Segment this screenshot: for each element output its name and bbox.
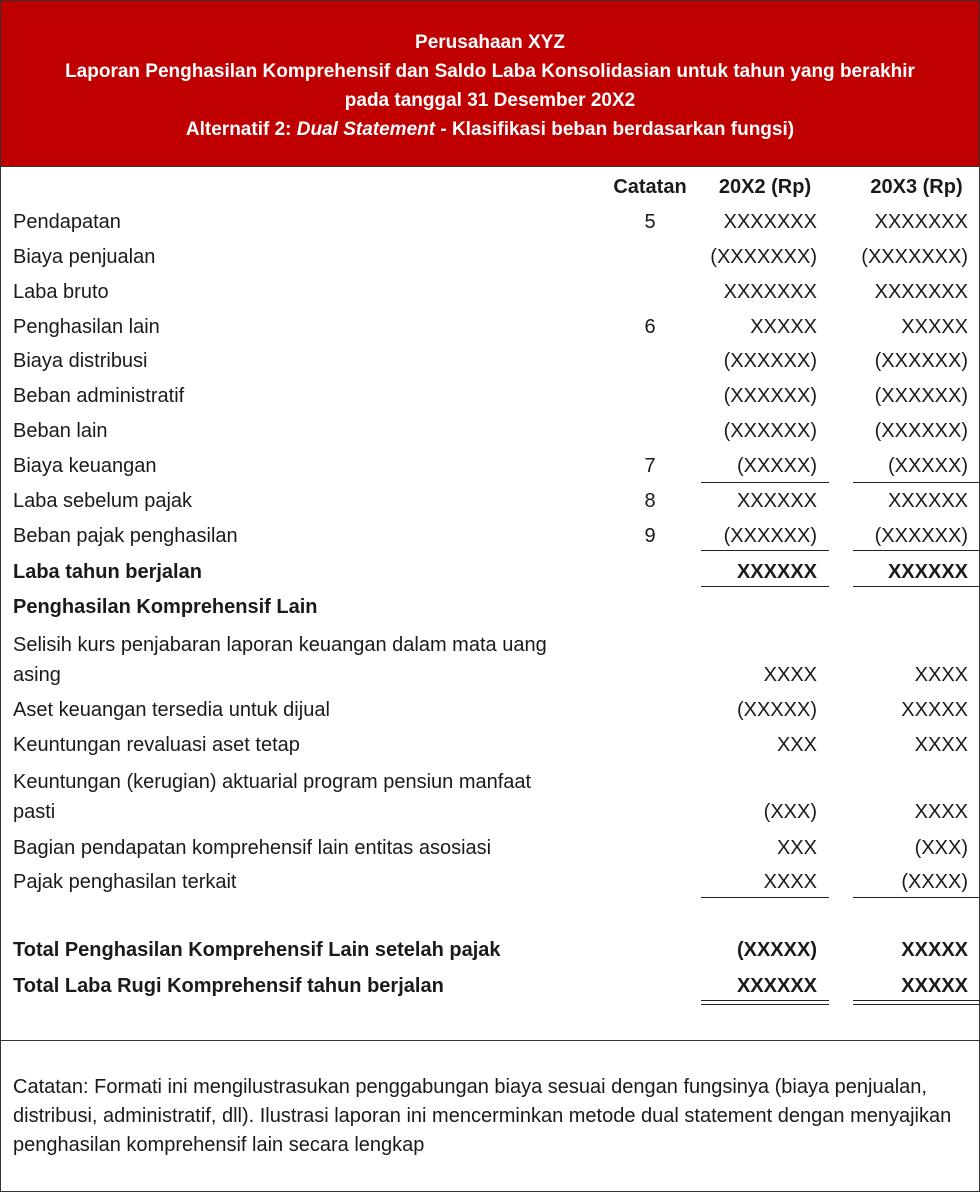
row-label: Aset keuangan tersedia untuk dijual	[13, 699, 330, 721]
table-row	[1, 240, 979, 274]
subtotal-underline	[853, 482, 980, 483]
row-value-20x3: (XXXXXX)	[874, 420, 968, 442]
row-value-20x3: XXXX	[914, 734, 968, 756]
row-note: 5	[644, 211, 656, 233]
table-row	[1, 344, 979, 378]
row-value-20x3: XXXXXX	[887, 561, 968, 583]
row-note: 8	[644, 490, 656, 512]
row-note: 6	[644, 316, 656, 338]
row-label: Laba sebelum pajak	[13, 490, 193, 512]
row-value-20x2: XXXXXX	[736, 561, 817, 583]
row-value-20x2: (XXXXXX)	[723, 525, 817, 547]
total-underline	[853, 586, 980, 587]
row-value-20x2: (XXXXXX)	[723, 385, 817, 407]
oci-section-title	[1, 590, 979, 624]
row-value-20x3: XXXXX	[901, 975, 968, 997]
table-row	[1, 693, 979, 727]
row-value-20x3: XXXXXXX	[874, 211, 968, 233]
total-underline	[701, 586, 829, 587]
row-value-20x3: XXXXXXX	[874, 281, 968, 303]
table-row	[1, 555, 979, 589]
alternative-italic: Dual Statement	[296, 119, 436, 140]
subtotal-underline	[701, 897, 829, 898]
row-label: Biaya penjualan	[13, 246, 156, 268]
row-label: Pendapatan	[13, 211, 121, 233]
row-value-20x3: (XXXX)	[901, 871, 968, 893]
row-label: Beban lain	[13, 420, 108, 442]
table-row	[1, 205, 979, 239]
row-label: Selisih kurs penjabaran laporan keuangan dalam mata uang asing	[13, 634, 547, 686]
row-label: Keuntungan (kerugian) aktuarial program pensiun manfaat pasti	[13, 771, 532, 823]
row-value-20x2: (XXX)	[763, 801, 817, 823]
alternative-prefix: Alternatif 2:	[185, 119, 297, 140]
table-row	[1, 728, 979, 762]
row-value-20x2: XXXX	[763, 664, 817, 686]
row-value-20x2: (XXXXX)	[736, 455, 817, 477]
row-label: Bagian pendapatan komprehensif lain entitas asosiasi	[13, 837, 492, 859]
row-label: Biaya keuangan	[13, 455, 157, 477]
row-value-20x3: XXXXX	[901, 939, 968, 961]
row-value-20x2: XXXXX	[750, 316, 817, 338]
row-value-20x3: (XXXXXX)	[874, 525, 968, 547]
table-row	[1, 310, 979, 344]
row-label: Laba tahun berjalan	[13, 561, 202, 583]
grand-total-double-underline	[701, 1000, 829, 1005]
row-label: Keuntungan revaluasi aset tetap	[13, 734, 300, 756]
column-header-note: Catatan	[613, 176, 687, 198]
row-value-20x2: (XXXXXX)	[723, 420, 817, 442]
row-label: Biaya distribusi	[13, 350, 148, 372]
table-row	[1, 767, 979, 827]
row-value-20x3: XXXXX	[901, 699, 968, 721]
row-label: Penghasilan lain	[13, 316, 160, 338]
column-header-20x2: 20X2 (Rp)	[718, 176, 812, 198]
row-label: Laba bruto	[13, 281, 109, 303]
table-row	[1, 969, 979, 1003]
grand-total-double-underline	[853, 1000, 980, 1005]
footnote-divider	[1, 1040, 979, 1041]
oci-title-label: Penghasilan Komprehensif Lain	[13, 596, 318, 618]
statement-title-line-1: Laporan Penghasilan Komprehensif dan Saldo Laba Konsolidasian untuk tahun yang berakhir	[65, 61, 915, 82]
table-row	[1, 449, 979, 483]
row-label: Total Penghasilan Komprehensif Lain setelah pajak	[13, 939, 501, 961]
row-value-20x3: (XXXXXXX)	[861, 246, 968, 268]
row-value-20x2: XXX	[776, 734, 817, 756]
row-note: 7	[644, 455, 656, 477]
row-value-20x2: (XXXXXXX)	[710, 246, 817, 268]
subtotal-underline	[853, 897, 980, 898]
row-note: 9	[644, 525, 656, 547]
row-label: Pajak penghasilan terkait	[13, 871, 237, 893]
table-row	[1, 831, 979, 865]
row-value-20x2: XXXX	[763, 871, 817, 893]
row-label: Beban pajak penghasilan	[13, 525, 238, 547]
row-value-20x3: (XXXXXX)	[874, 350, 968, 372]
subtotal-underline	[853, 550, 980, 551]
row-value-20x2: (XXXXX)	[736, 699, 817, 721]
row-value-20x3: XXXX	[914, 664, 968, 686]
table-row	[1, 414, 979, 448]
row-value-20x2: XXXXXX	[736, 490, 817, 512]
row-value-20x2: (XXXXXX)	[723, 350, 817, 372]
row-value-20x2: XXXXXXX	[723, 211, 817, 233]
row-value-20x3: (XXX)	[914, 837, 968, 859]
table-row	[1, 275, 979, 309]
row-value-20x3: XXXXXX	[887, 490, 968, 512]
row-label: Total Laba Rugi Komprehensif tahun berjalan	[13, 975, 444, 997]
table-row	[1, 933, 979, 967]
row-label: Beban administratif	[13, 385, 185, 407]
subtotal-underline	[701, 482, 829, 483]
alternative-suffix: - Klasifikasi beban berdasarkan fungsi)	[435, 119, 795, 140]
row-value-20x3: XXXXX	[901, 316, 968, 338]
company-name: Perusahaan XYZ	[415, 32, 565, 53]
column-header-row	[1, 170, 979, 204]
table-row	[1, 379, 979, 413]
row-value-20x3: (XXXXX)	[887, 455, 968, 477]
statement-title-line-2: pada tanggal 31 Desember 20X2	[344, 90, 636, 111]
row-value-20x2: XXXXXXX	[723, 281, 817, 303]
table-row	[1, 519, 979, 553]
statement-header	[1, 1, 979, 167]
alternative-line	[1, 115, 979, 144]
subtotal-underline	[701, 550, 829, 551]
table-row	[1, 630, 979, 690]
footnote-text: Catatan: Formati ini mengilustrasukan penggabungan biaya sesuai dengan fungsinya (biaya penjualan, distribusi, administratif, dll). Ilustrasi laporan ini mencerminkan metode dual statement dengan menyajikan penghasilan komprehensif lain secara lengkap	[13, 1076, 952, 1156]
table-row	[1, 865, 979, 899]
row-value-20x3: XXXX	[914, 801, 968, 823]
table-row	[1, 484, 979, 518]
row-value-20x2: XXXXXX	[736, 975, 817, 997]
row-value-20x3: (XXXXXX)	[874, 385, 968, 407]
column-header-20x3: 20X3 (Rp)	[870, 176, 963, 198]
row-value-20x2: XXX	[776, 837, 817, 859]
row-value-20x2: (XXXXX)	[736, 939, 817, 961]
